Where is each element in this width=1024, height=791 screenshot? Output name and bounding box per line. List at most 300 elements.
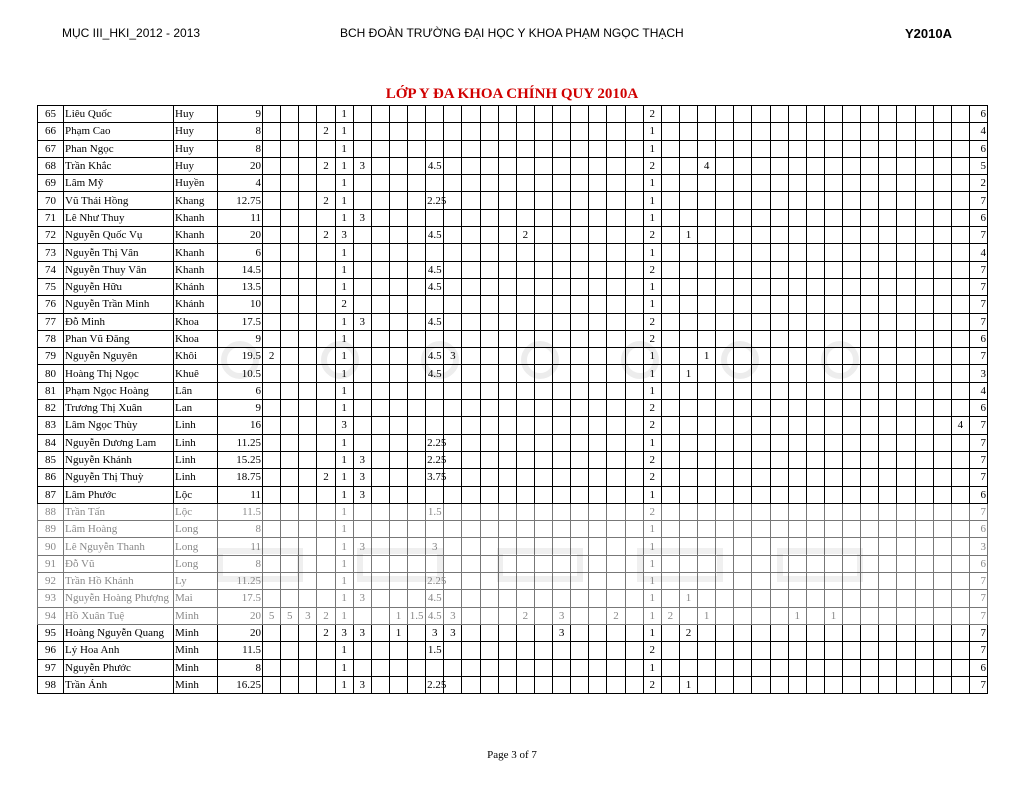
score-cell <box>806 296 824 313</box>
score-cell <box>734 227 752 244</box>
score-cell <box>553 157 571 174</box>
score-cell <box>462 296 480 313</box>
score-cell <box>516 140 534 157</box>
score-cell <box>806 313 824 330</box>
table-row <box>38 469 988 486</box>
table-row <box>38 157 988 174</box>
score-cell <box>263 451 281 468</box>
score-cell <box>480 451 498 468</box>
row-number-cell: 78 <box>38 330 64 347</box>
given-name-cell: Huy <box>174 106 218 123</box>
score-cell <box>498 261 516 278</box>
score-cell <box>589 244 607 261</box>
score-cell <box>281 227 299 244</box>
score-cell <box>607 382 625 399</box>
score-cell: 1 <box>335 573 353 590</box>
score-cell <box>571 624 589 641</box>
score-cell <box>480 296 498 313</box>
score-cell <box>516 469 534 486</box>
row-number-cell: 97 <box>38 659 64 676</box>
score-cell <box>498 140 516 157</box>
score-cell <box>480 278 498 295</box>
score-cell: 2.25 <box>426 192 444 209</box>
score-cell <box>426 123 444 140</box>
score-cell: 4.5 <box>426 157 444 174</box>
score-cell <box>462 538 480 555</box>
score-cell <box>534 624 552 641</box>
score-cell <box>408 573 426 590</box>
score-cell <box>734 140 752 157</box>
score-cell <box>770 348 788 365</box>
score-cell <box>263 417 281 434</box>
surname-cell: Liêu Quốc <box>64 106 174 123</box>
surname-cell: Vũ Thái Hồng <box>64 192 174 209</box>
score-cell: 4.5 <box>426 313 444 330</box>
table-row <box>38 348 988 365</box>
score-cell <box>661 417 679 434</box>
score-cell <box>462 330 480 347</box>
score-cell <box>770 123 788 140</box>
score-cell <box>661 503 679 520</box>
score-cell <box>915 538 933 555</box>
score-cell <box>788 469 806 486</box>
score-cell <box>263 175 281 192</box>
score-cell <box>770 296 788 313</box>
score-cell <box>788 192 806 209</box>
score-cell: 1 <box>335 451 353 468</box>
table-row <box>38 330 988 347</box>
total-score-cell: 20 <box>218 227 263 244</box>
score-cell <box>770 624 788 641</box>
given-name-cell: Long <box>174 538 218 555</box>
score-cell <box>353 659 371 676</box>
table-row <box>38 365 988 382</box>
score-cell <box>625 469 643 486</box>
score-cell: 3 <box>335 417 353 434</box>
score-cell <box>770 642 788 659</box>
total-score-cell: 12.75 <box>218 192 263 209</box>
score-cell <box>299 659 317 676</box>
score-cell <box>389 330 407 347</box>
score-cell <box>299 227 317 244</box>
score-cell <box>716 624 734 641</box>
score-cell <box>426 106 444 123</box>
score-cell <box>534 330 552 347</box>
score-cell: 1.5 <box>408 607 426 624</box>
score-cell <box>444 209 462 226</box>
score-cell <box>843 123 861 140</box>
score-cell <box>353 278 371 295</box>
score-cell <box>770 382 788 399</box>
score-cell <box>716 348 734 365</box>
score-cell <box>371 503 389 520</box>
table-row <box>38 521 988 538</box>
score-cell <box>371 624 389 641</box>
score-cell <box>716 434 734 451</box>
score-cell <box>589 227 607 244</box>
row-number-cell: 95 <box>38 624 64 641</box>
score-cell <box>444 106 462 123</box>
score-cell <box>933 659 951 676</box>
row-number-cell: 70 <box>38 192 64 209</box>
score-cell <box>806 434 824 451</box>
total-score-cell: 9 <box>218 330 263 347</box>
score-cell <box>516 244 534 261</box>
score-cell <box>281 642 299 659</box>
total-score-cell: 11.25 <box>218 573 263 590</box>
score-cell <box>951 400 969 417</box>
score-cell <box>879 278 897 295</box>
score-cell <box>480 140 498 157</box>
score-cell <box>263 106 281 123</box>
score-cell <box>607 244 625 261</box>
score-cell <box>698 244 716 261</box>
score-cell <box>752 330 770 347</box>
score-cell <box>589 521 607 538</box>
surname-cell: Lê Như Thuy <box>64 209 174 226</box>
score-cell <box>734 590 752 607</box>
surname-cell: Đỗ Minh <box>64 313 174 330</box>
table-row <box>38 175 988 192</box>
score-cell <box>480 123 498 140</box>
score-cell: 3 <box>553 607 571 624</box>
score-cell <box>480 555 498 572</box>
score-cell <box>462 642 480 659</box>
score-cell: 2 <box>643 642 661 659</box>
score-cell <box>553 106 571 123</box>
score-cell <box>752 469 770 486</box>
score-cell <box>426 486 444 503</box>
score-cell <box>951 227 969 244</box>
score-cell <box>661 521 679 538</box>
score-cell: 4.5 <box>426 278 444 295</box>
score-cell <box>534 296 552 313</box>
score-cell <box>716 451 734 468</box>
score-cell: 6 <box>969 209 987 226</box>
score-cell <box>534 503 552 520</box>
score-cell <box>861 209 879 226</box>
score-cell: 1 <box>643 348 661 365</box>
score-cell <box>607 175 625 192</box>
score-cell <box>915 106 933 123</box>
score-cell <box>571 469 589 486</box>
score-cell: 2 <box>317 469 335 486</box>
score-cell <box>861 365 879 382</box>
score-cell <box>317 538 335 555</box>
score-cell: 7 <box>969 192 987 209</box>
score-cell: 2 <box>643 417 661 434</box>
score-cell <box>734 538 752 555</box>
total-score-cell: 6 <box>218 244 263 261</box>
score-cell <box>444 330 462 347</box>
score-cell <box>516 521 534 538</box>
score-cell <box>498 573 516 590</box>
score-cell <box>516 365 534 382</box>
score-cell <box>516 417 534 434</box>
table-row <box>38 503 988 520</box>
score-cell <box>371 278 389 295</box>
score-cell <box>589 123 607 140</box>
score-cell <box>408 244 426 261</box>
score-cell <box>915 261 933 278</box>
score-cell <box>770 590 788 607</box>
score-cell <box>679 503 697 520</box>
surname-cell: Phạm Cao <box>64 123 174 140</box>
score-cell: 1 <box>643 434 661 451</box>
score-cell: 4 <box>698 157 716 174</box>
score-cell: 1 <box>335 382 353 399</box>
score-cell <box>317 521 335 538</box>
score-cell <box>951 486 969 503</box>
score-cell <box>408 486 426 503</box>
score-cell: 1 <box>335 555 353 572</box>
given-name-cell: Khanh <box>174 227 218 244</box>
score-cell: 1 <box>335 330 353 347</box>
score-cell <box>734 209 752 226</box>
score-cell <box>806 192 824 209</box>
score-cell <box>480 330 498 347</box>
score-cell: 4.5 <box>426 365 444 382</box>
score-cell <box>281 278 299 295</box>
score-cell <box>951 434 969 451</box>
score-cell <box>371 434 389 451</box>
table-row <box>38 624 988 641</box>
score-cell <box>607 106 625 123</box>
score-cell <box>408 227 426 244</box>
score-cell <box>843 607 861 624</box>
score-cell <box>933 417 951 434</box>
score-cell <box>553 296 571 313</box>
score-cell <box>317 400 335 417</box>
score-cell <box>679 521 697 538</box>
score-cell <box>498 106 516 123</box>
total-score-cell: 17.5 <box>218 313 263 330</box>
score-cell <box>698 469 716 486</box>
score-cell <box>770 227 788 244</box>
score-cell: 1 <box>335 521 353 538</box>
total-score-cell: 11.25 <box>218 434 263 451</box>
score-cell <box>371 382 389 399</box>
score-cell <box>770 106 788 123</box>
row-number-cell: 91 <box>38 555 64 572</box>
score-cell <box>498 365 516 382</box>
score-cell: 4 <box>969 382 987 399</box>
score-cell <box>408 382 426 399</box>
score-cell <box>734 400 752 417</box>
score-cell <box>879 175 897 192</box>
score-cell <box>607 521 625 538</box>
score-cell <box>516 538 534 555</box>
score-cell <box>444 573 462 590</box>
score-cell <box>408 348 426 365</box>
score-cell <box>679 157 697 174</box>
score-cell <box>625 365 643 382</box>
score-cell <box>661 106 679 123</box>
score-cell <box>752 313 770 330</box>
score-cell: 1 <box>788 607 806 624</box>
score-cell <box>263 555 281 572</box>
score-cell <box>353 348 371 365</box>
score-cell <box>861 313 879 330</box>
surname-cell: Hoàng Thị Ngọc <box>64 365 174 382</box>
score-cell <box>317 659 335 676</box>
table-row <box>38 227 988 244</box>
score-cell <box>788 503 806 520</box>
score-cell <box>534 676 552 693</box>
score-cell <box>661 330 679 347</box>
score-cell <box>607 400 625 417</box>
score-cell: 2 <box>643 227 661 244</box>
score-cell <box>752 175 770 192</box>
score-cell <box>861 123 879 140</box>
score-cell <box>498 624 516 641</box>
score-cell <box>389 417 407 434</box>
score-cell <box>698 209 716 226</box>
score-cell <box>534 175 552 192</box>
score-cell <box>897 676 915 693</box>
score-cell: 7 <box>969 676 987 693</box>
score-cell <box>752 659 770 676</box>
score-cell <box>933 538 951 555</box>
score-cell <box>607 486 625 503</box>
score-cell <box>679 607 697 624</box>
score-cell <box>843 590 861 607</box>
score-cell <box>516 157 534 174</box>
score-cell <box>462 348 480 365</box>
score-cell <box>843 348 861 365</box>
score-cell <box>607 313 625 330</box>
score-cell <box>915 451 933 468</box>
score-cell <box>462 573 480 590</box>
score-cell <box>879 330 897 347</box>
score-cell: 1 <box>679 590 697 607</box>
score-cell: 2 <box>317 192 335 209</box>
score-cell <box>824 209 842 226</box>
score-cell <box>589 417 607 434</box>
row-number-cell: 69 <box>38 175 64 192</box>
score-cell <box>371 607 389 624</box>
score-cell <box>843 642 861 659</box>
score-cell <box>843 486 861 503</box>
score-cell <box>317 573 335 590</box>
score-cell <box>589 106 607 123</box>
score-cell <box>933 590 951 607</box>
score-cell <box>788 209 806 226</box>
score-cell <box>788 140 806 157</box>
score-cell: 3 <box>444 607 462 624</box>
score-cell: 1 <box>389 607 407 624</box>
total-score-cell: 8 <box>218 555 263 572</box>
surname-cell: Nguyễn Quốc Vụ <box>64 227 174 244</box>
score-cell <box>679 642 697 659</box>
score-cell: 3 <box>353 451 371 468</box>
score-cell <box>498 607 516 624</box>
score-cell: 2.25 <box>426 434 444 451</box>
score-cell <box>462 278 480 295</box>
score-cell <box>861 590 879 607</box>
score-cell <box>299 244 317 261</box>
score-cell <box>353 434 371 451</box>
score-cell <box>897 296 915 313</box>
score-cell: 5 <box>281 607 299 624</box>
score-cell: 1 <box>643 192 661 209</box>
score-cell <box>263 365 281 382</box>
score-cell <box>571 434 589 451</box>
score-cell <box>462 313 480 330</box>
score-cell <box>571 521 589 538</box>
row-number-cell: 72 <box>38 227 64 244</box>
score-cell <box>734 157 752 174</box>
score-cell <box>589 624 607 641</box>
score-cell <box>824 261 842 278</box>
score-cell <box>516 503 534 520</box>
score-cell <box>371 573 389 590</box>
score-cell: 1 <box>335 642 353 659</box>
score-cell <box>679 400 697 417</box>
score-cell <box>933 227 951 244</box>
score-cell <box>571 642 589 659</box>
score-cell: 1 <box>335 365 353 382</box>
score-cell <box>263 261 281 278</box>
score-cell <box>263 157 281 174</box>
score-cell <box>263 227 281 244</box>
total-score-cell: 8 <box>218 521 263 538</box>
score-cell <box>661 573 679 590</box>
score-cell <box>915 365 933 382</box>
score-cell <box>698 192 716 209</box>
score-cell <box>716 659 734 676</box>
score-cell <box>698 434 716 451</box>
score-cell <box>281 521 299 538</box>
score-cell <box>607 434 625 451</box>
score-cell <box>534 417 552 434</box>
score-cell <box>770 261 788 278</box>
score-cell <box>679 555 697 572</box>
score-cell <box>281 123 299 140</box>
score-cell <box>734 676 752 693</box>
score-cell <box>589 400 607 417</box>
score-cell <box>770 486 788 503</box>
score-cell <box>679 451 697 468</box>
score-cell <box>915 140 933 157</box>
score-cell <box>571 192 589 209</box>
score-cell <box>752 590 770 607</box>
score-cell: 5 <box>969 157 987 174</box>
score-cell <box>389 175 407 192</box>
score-cell <box>951 261 969 278</box>
page-number: Page 3 of 7 <box>487 749 537 761</box>
score-cell <box>444 469 462 486</box>
score-cell <box>716 140 734 157</box>
score-cell <box>897 348 915 365</box>
score-cell <box>933 244 951 261</box>
score-cell: 1 <box>335 503 353 520</box>
score-cell <box>281 590 299 607</box>
score-cell <box>408 175 426 192</box>
score-cell: 6 <box>969 521 987 538</box>
score-cell <box>788 296 806 313</box>
score-cell <box>480 486 498 503</box>
score-cell <box>661 192 679 209</box>
score-cell <box>371 123 389 140</box>
row-number-cell: 65 <box>38 106 64 123</box>
score-cell <box>607 140 625 157</box>
score-cell <box>915 469 933 486</box>
score-cell <box>951 313 969 330</box>
score-cell <box>879 659 897 676</box>
score-cell <box>806 676 824 693</box>
score-cell <box>824 313 842 330</box>
